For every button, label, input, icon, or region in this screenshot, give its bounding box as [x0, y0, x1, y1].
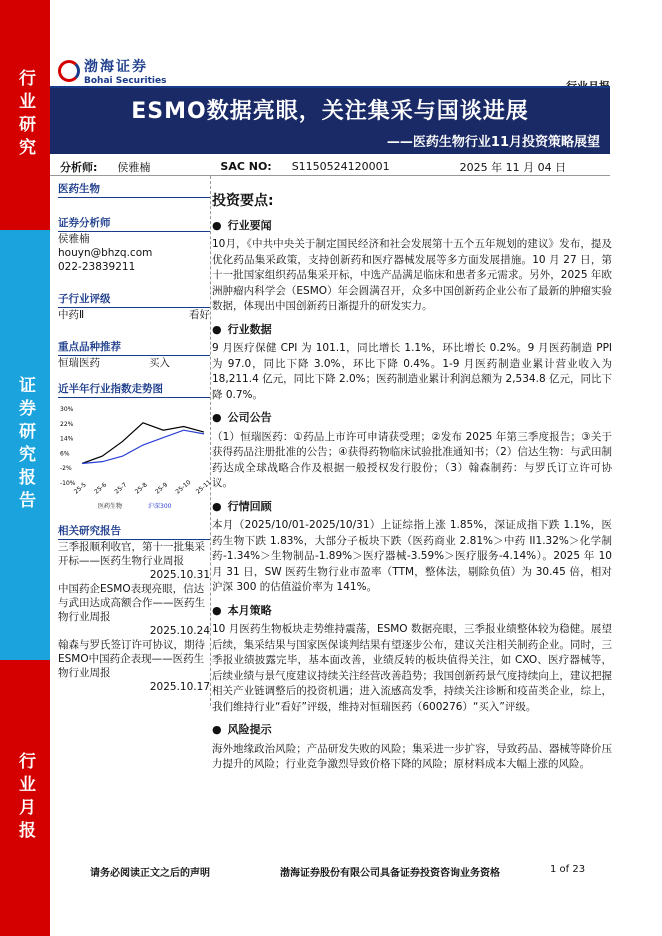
y-tick-label: -10%	[60, 480, 76, 487]
section-text: 10月，《中共中央关于制定国民经济和社会发展第十五个五年规划的建议》发布，提及优化药品集采政策，支持创新药和医疗器械发展等多方面发展措施。10 月 27 日，第十一批国家组织药品集采开标，中选产品满足临床和患者多元需求。另外，2025 年欧洲肿瘤内科学会（ESMO）年会圆满召开，众多中国创新药企业公布了最新的肿瘤实验数据，体现出中国创新药日渐提升的研发实力。	[212, 238, 612, 312]
logo-en: Bohai Securities	[84, 76, 167, 86]
report-date: 2025 年 11 月 04 日	[459, 160, 567, 174]
rating-header: 子行业评级	[58, 292, 210, 308]
legend-entry: 沪深300	[148, 503, 172, 510]
analyst-name-left: 侯雅楠	[58, 233, 90, 245]
page-title: ESMO数据亮眼，关注集采与国谈进展	[131, 99, 529, 124]
footer-disclaimer: 请务必阅读正文之后的声明	[90, 868, 210, 879]
left-column	[58, 182, 213, 694]
analyst-label: 分析师:	[60, 160, 98, 174]
section-title: ● 本月策略	[212, 603, 612, 619]
section-title: ● 风险提示	[212, 722, 612, 738]
sidebar-report-type: 证券研究报告	[0, 230, 50, 660]
series-line	[82, 423, 204, 464]
x-tick-label: 25-9	[154, 481, 170, 496]
sidebar-monthly: 行业月报	[0, 660, 50, 936]
related-header: 相关研究报告	[58, 524, 210, 540]
rating-sector: 中药Ⅱ	[58, 309, 85, 321]
related-report[interactable]: 中国药企ESMO表现亮眼，信达与武田达成高额合作——医药生物行业周报 2025.10.24	[58, 583, 210, 637]
title-banner	[50, 88, 610, 154]
analyst-header: 证券分析师	[58, 216, 210, 232]
section-title: ● 公司公告	[212, 410, 612, 426]
page-number: 1 of 23	[550, 864, 586, 875]
rating-value: 看好	[189, 309, 210, 321]
y-tick-label: -2%	[60, 465, 72, 473]
x-tick-label: 25-10	[174, 478, 193, 496]
x-tick-label: 25-11	[194, 478, 213, 496]
analyst-email[interactable]: houyn@bhzq.com	[58, 247, 153, 259]
related-reports	[58, 540, 210, 694]
section-text: 9 月医疗保健 CPI 为 101.1，同比增长 1.1%，环比增长 0.2%。9 月医药制造 PPI 为 97.0，同比下降 3.0%，环比下降 0.4%。1-9 月医药制造业累计营业收入为 18,211.4 亿元，同比下降 2.0%；医药制造业累计利润总额为 2,534.8 亿元，同比下降 0.7%。	[212, 342, 612, 401]
footer-company: 渤海证券股份有限公司具备证券投资咨询业务资格	[280, 868, 500, 879]
analyst-phone: 022-23839211	[58, 261, 136, 273]
section-text: 10 月医药生物板块走势维持震荡，ESMO 数据亮眼，三季报业绩整体较为稳健。展望后续，集采结果与国家医保谈判结果有望逐步公布，建议关注相关制药企业。同时，三季报业绩披露完毕，基本面改善，业绩反转的板块值得关注，如 CXO、医疗器械等，后续业绩与景气度建议持续关注经营改善趋势；我国创新药景气度持续向上，建议把握相关产业链调整后的投资机遇；进入流感高发季，持续关注诊断和疫苗类企业，综上，我们维持行业“看好”评级，维持对恒瑞医药（600276）“买入”评级。	[212, 623, 612, 713]
page-subtitle: ——医药生物行业11月投资策略展望	[386, 135, 600, 150]
y-tick-label: 6%	[60, 450, 70, 458]
x-tick-label: 25-6	[93, 481, 109, 496]
stock-header: 重点品种推荐	[58, 340, 210, 356]
main-column	[212, 194, 612, 775]
column-divider	[210, 176, 211, 706]
analyst-name: 侯雅楠	[117, 160, 151, 174]
y-tick-label: 14%	[60, 435, 74, 443]
section-text: 本月（2025/10/01-2025/10/31）上证综指上涨 1.85%，深证成指下跌 1.1%，医药生物下跌 1.83%，大部分子板块下跌（医药商业 2.81%＞中药 II1.32%＞化学制药-1.34%＞生物制品-1.89%＞医疗器械-3.59%＞医疗服务-4.14%）。2025 年 10 月 31 日，SW 医药生物行业市盈率（TTM，整体法，剔除负值）为 30.45 倍，相对沪深 300 的估值溢价率为 141%。	[212, 519, 612, 593]
related-report[interactable]: 翰森与罗氏签订许可协议，期待ESMO中国药企表现——医药生物行业周报 2025.10.17	[58, 639, 210, 693]
index-chart	[58, 402, 213, 512]
logo-icon	[58, 60, 80, 82]
section-text: （1）恒瑞医药：①药品上市许可申请获受理；②发布 2025 年第三季度报告；③关于获得药品注册批准的公告；④获得药物临床试验批准通知书；（2）信达生物：与武田制药达成全球战略合作及根据一般授权发行股份；（3）翰森制药：与罗氏订立许可协议。	[212, 430, 612, 489]
stock-name: 恒瑞医药	[58, 357, 100, 369]
section-title: ● 行情回顾	[212, 499, 612, 515]
industry-label: 医药生物	[58, 182, 210, 198]
chart-header: 近半年行业指数走势图	[58, 382, 210, 398]
section-title: ● 行业要闻	[212, 218, 612, 234]
section-title: ● 行业数据	[212, 322, 612, 338]
y-tick-label: 30%	[60, 406, 74, 413]
series-line	[82, 430, 204, 463]
footer	[50, 864, 610, 879]
section-text: 海外地缘政治风险；产品研发失败的风险；集采进一步扩容，导致药品、器械等降价压力提升的风险；行业竞争激烈导致价格下降的风险；原材料成本大幅上涨的风险。	[212, 742, 612, 770]
main-heading: 投资要点:	[212, 193, 274, 209]
sac-label: SAC NO:	[220, 160, 272, 173]
sidebar-industry-research: 行业研究	[0, 0, 50, 230]
stock-rating: 买入	[149, 357, 170, 369]
y-tick-label: 22%	[60, 420, 74, 428]
logo	[58, 56, 166, 86]
legend-entry: 医药生物	[98, 503, 123, 510]
sac-number: S1150524120001	[291, 160, 390, 173]
related-report[interactable]: 三季报顺利收官，第十一批集采开标——医药生物行业周报 2025.10.31	[58, 541, 210, 581]
x-tick-label: 25-5	[72, 481, 88, 496]
logo-cn: 渤海证券	[84, 59, 148, 75]
x-tick-label: 25-7	[113, 481, 129, 496]
meta-row	[50, 158, 610, 176]
x-tick-label: 25-8	[133, 481, 149, 496]
